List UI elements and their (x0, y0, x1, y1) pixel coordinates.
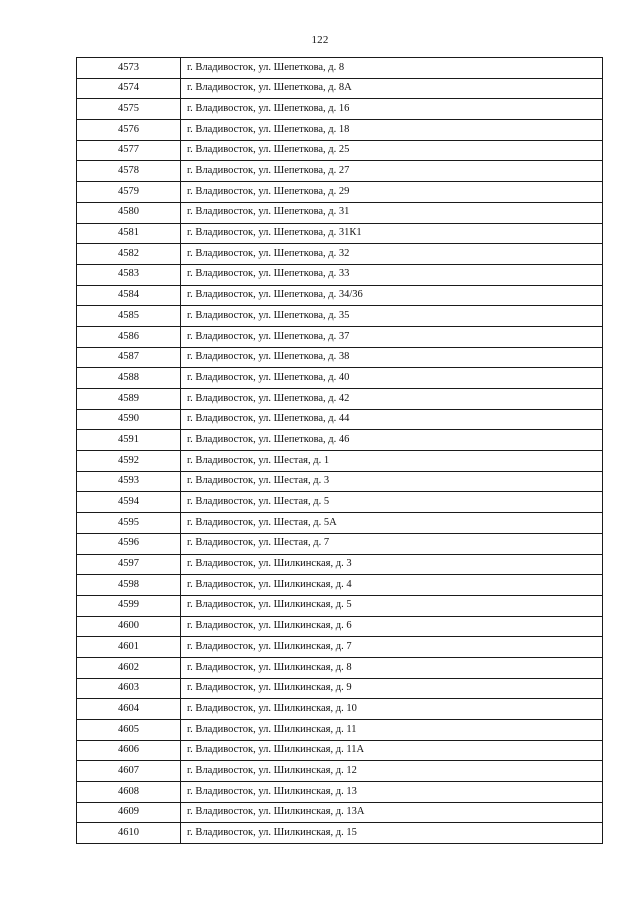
row-number: 4584 (77, 285, 181, 306)
row-number: 4598 (77, 575, 181, 596)
row-address: г. Владивосток, ул. Шепеткова, д. 25 (181, 140, 603, 161)
table-row (77, 306, 603, 327)
row-address: г. Владивосток, ул. Шилкинская, д. 13 (181, 782, 603, 803)
table-row (77, 740, 603, 761)
row-number: 4576 (77, 120, 181, 141)
table-row (77, 678, 603, 699)
table-row (77, 575, 603, 596)
table-row (77, 58, 603, 79)
row-number: 4591 (77, 430, 181, 451)
table-row (77, 492, 603, 513)
row-number: 4583 (77, 264, 181, 285)
table-row (77, 285, 603, 306)
row-address: г. Владивосток, ул. Шилкинская, д. 9 (181, 678, 603, 699)
row-address: г. Владивосток, ул. Шилкинская, д. 10 (181, 699, 603, 720)
row-address: г. Владивосток, ул. Шестая, д. 3 (181, 471, 603, 492)
row-address: г. Владивосток, ул. Шилкинская, д. 12 (181, 761, 603, 782)
table-row (77, 182, 603, 203)
row-address: г. Владивосток, ул. Шилкинская, д. 11 (181, 720, 603, 741)
table-row (77, 430, 603, 451)
row-address: г. Владивосток, ул. Шилкинская, д. 15 (181, 823, 603, 844)
row-address: г. Владивосток, ул. Шепеткова, д. 8 (181, 58, 603, 79)
row-number: 4594 (77, 492, 181, 513)
table-row (77, 409, 603, 430)
table-row (77, 657, 603, 678)
row-address: г. Владивосток, ул. Шилкинская, д. 3 (181, 554, 603, 575)
table-row (77, 347, 603, 368)
row-number: 4603 (77, 678, 181, 699)
table-row (77, 720, 603, 741)
row-number: 4590 (77, 409, 181, 430)
row-number: 4605 (77, 720, 181, 741)
row-number: 4581 (77, 223, 181, 244)
address-table-body (77, 58, 603, 844)
row-address: г. Владивосток, ул. Шепеткова, д. 31К1 (181, 223, 603, 244)
row-address: г. Владивосток, ул. Шестая, д. 5 (181, 492, 603, 513)
table-row (77, 554, 603, 575)
row-address: г. Владивосток, ул. Шилкинская, д. 8 (181, 657, 603, 678)
table-row (77, 140, 603, 161)
table-row (77, 595, 603, 616)
address-table (76, 57, 603, 844)
row-address: г. Владивосток, ул. Шепеткова, д. 33 (181, 264, 603, 285)
table-row (77, 161, 603, 182)
row-number: 4599 (77, 595, 181, 616)
row-address: г. Владивосток, ул. Шепеткова, д. 44 (181, 409, 603, 430)
table-row (77, 223, 603, 244)
row-address: г. Владивосток, ул. Шепеткова, д. 18 (181, 120, 603, 141)
row-address: г. Владивосток, ул. Шепеткова, д. 8А (181, 78, 603, 99)
row-number: 4579 (77, 182, 181, 203)
row-address: г. Владивосток, ул. Шепеткова, д. 27 (181, 161, 603, 182)
row-number: 4597 (77, 554, 181, 575)
table-row (77, 823, 603, 844)
row-number: 4593 (77, 471, 181, 492)
table-row (77, 99, 603, 120)
table-row (77, 389, 603, 410)
row-address: г. Владивосток, ул. Шепеткова, д. 34/36 (181, 285, 603, 306)
table-row (77, 533, 603, 554)
table-row (77, 244, 603, 265)
table-row (77, 782, 603, 803)
table-row (77, 451, 603, 472)
row-number: 4580 (77, 202, 181, 223)
row-address: г. Владивосток, ул. Шилкинская, д. 11А (181, 740, 603, 761)
row-address: г. Владивосток, ул. Шестая, д. 7 (181, 533, 603, 554)
row-address: г. Владивосток, ул. Шепеткова, д. 31 (181, 202, 603, 223)
row-address: г. Владивосток, ул. Шепеткова, д. 37 (181, 326, 603, 347)
row-number: 4575 (77, 99, 181, 120)
row-address: г. Владивосток, ул. Шилкинская, д. 6 (181, 616, 603, 637)
row-number: 4606 (77, 740, 181, 761)
table-row (77, 802, 603, 823)
row-number: 4574 (77, 78, 181, 99)
table-row (77, 513, 603, 534)
table-row (77, 120, 603, 141)
row-address: г. Владивосток, ул. Шилкинская, д. 5 (181, 595, 603, 616)
row-number: 4610 (77, 823, 181, 844)
row-address: г. Владивосток, ул. Шепеткова, д. 16 (181, 99, 603, 120)
row-number: 4585 (77, 306, 181, 327)
row-number: 4609 (77, 802, 181, 823)
row-address: г. Владивосток, ул. Шестая, д. 1 (181, 451, 603, 472)
table-row (77, 616, 603, 637)
row-number: 4573 (77, 58, 181, 79)
table-row (77, 264, 603, 285)
row-number: 4595 (77, 513, 181, 534)
row-number: 4582 (77, 244, 181, 265)
row-number: 4589 (77, 389, 181, 410)
row-number: 4608 (77, 782, 181, 803)
row-number: 4577 (77, 140, 181, 161)
table-row (77, 78, 603, 99)
row-address: г. Владивосток, ул. Шепеткова, д. 29 (181, 182, 603, 203)
row-number: 4607 (77, 761, 181, 782)
row-address: г. Владивосток, ул. Шепеткова, д. 32 (181, 244, 603, 265)
row-address: г. Владивосток, ул. Шилкинская, д. 7 (181, 637, 603, 658)
table-row (77, 637, 603, 658)
row-number: 4602 (77, 657, 181, 678)
page-number: 122 (311, 34, 329, 46)
table-row (77, 761, 603, 782)
table-row (77, 326, 603, 347)
row-number: 4586 (77, 326, 181, 347)
row-number: 4592 (77, 451, 181, 472)
table-row (77, 699, 603, 720)
table-row (77, 471, 603, 492)
row-address: г. Владивосток, ул. Шилкинская, д. 13А (181, 802, 603, 823)
table-row (77, 368, 603, 389)
row-address: г. Владивосток, ул. Шестая, д. 5А (181, 513, 603, 534)
row-number: 4588 (77, 368, 181, 389)
row-address: г. Владивосток, ул. Шепеткова, д. 42 (181, 389, 603, 410)
table-row (77, 202, 603, 223)
row-number: 4601 (77, 637, 181, 658)
row-number: 4587 (77, 347, 181, 368)
row-address: г. Владивосток, ул. Шилкинская, д. 4 (181, 575, 603, 596)
row-address: г. Владивосток, ул. Шепеткова, д. 35 (181, 306, 603, 327)
row-address: г. Владивосток, ул. Шепеткова, д. 40 (181, 368, 603, 389)
row-number: 4604 (77, 699, 181, 720)
row-address: г. Владивосток, ул. Шепеткова, д. 38 (181, 347, 603, 368)
row-number: 4600 (77, 616, 181, 637)
row-number: 4596 (77, 533, 181, 554)
row-address: г. Владивосток, ул. Шепеткова, д. 46 (181, 430, 603, 451)
row-number: 4578 (77, 161, 181, 182)
